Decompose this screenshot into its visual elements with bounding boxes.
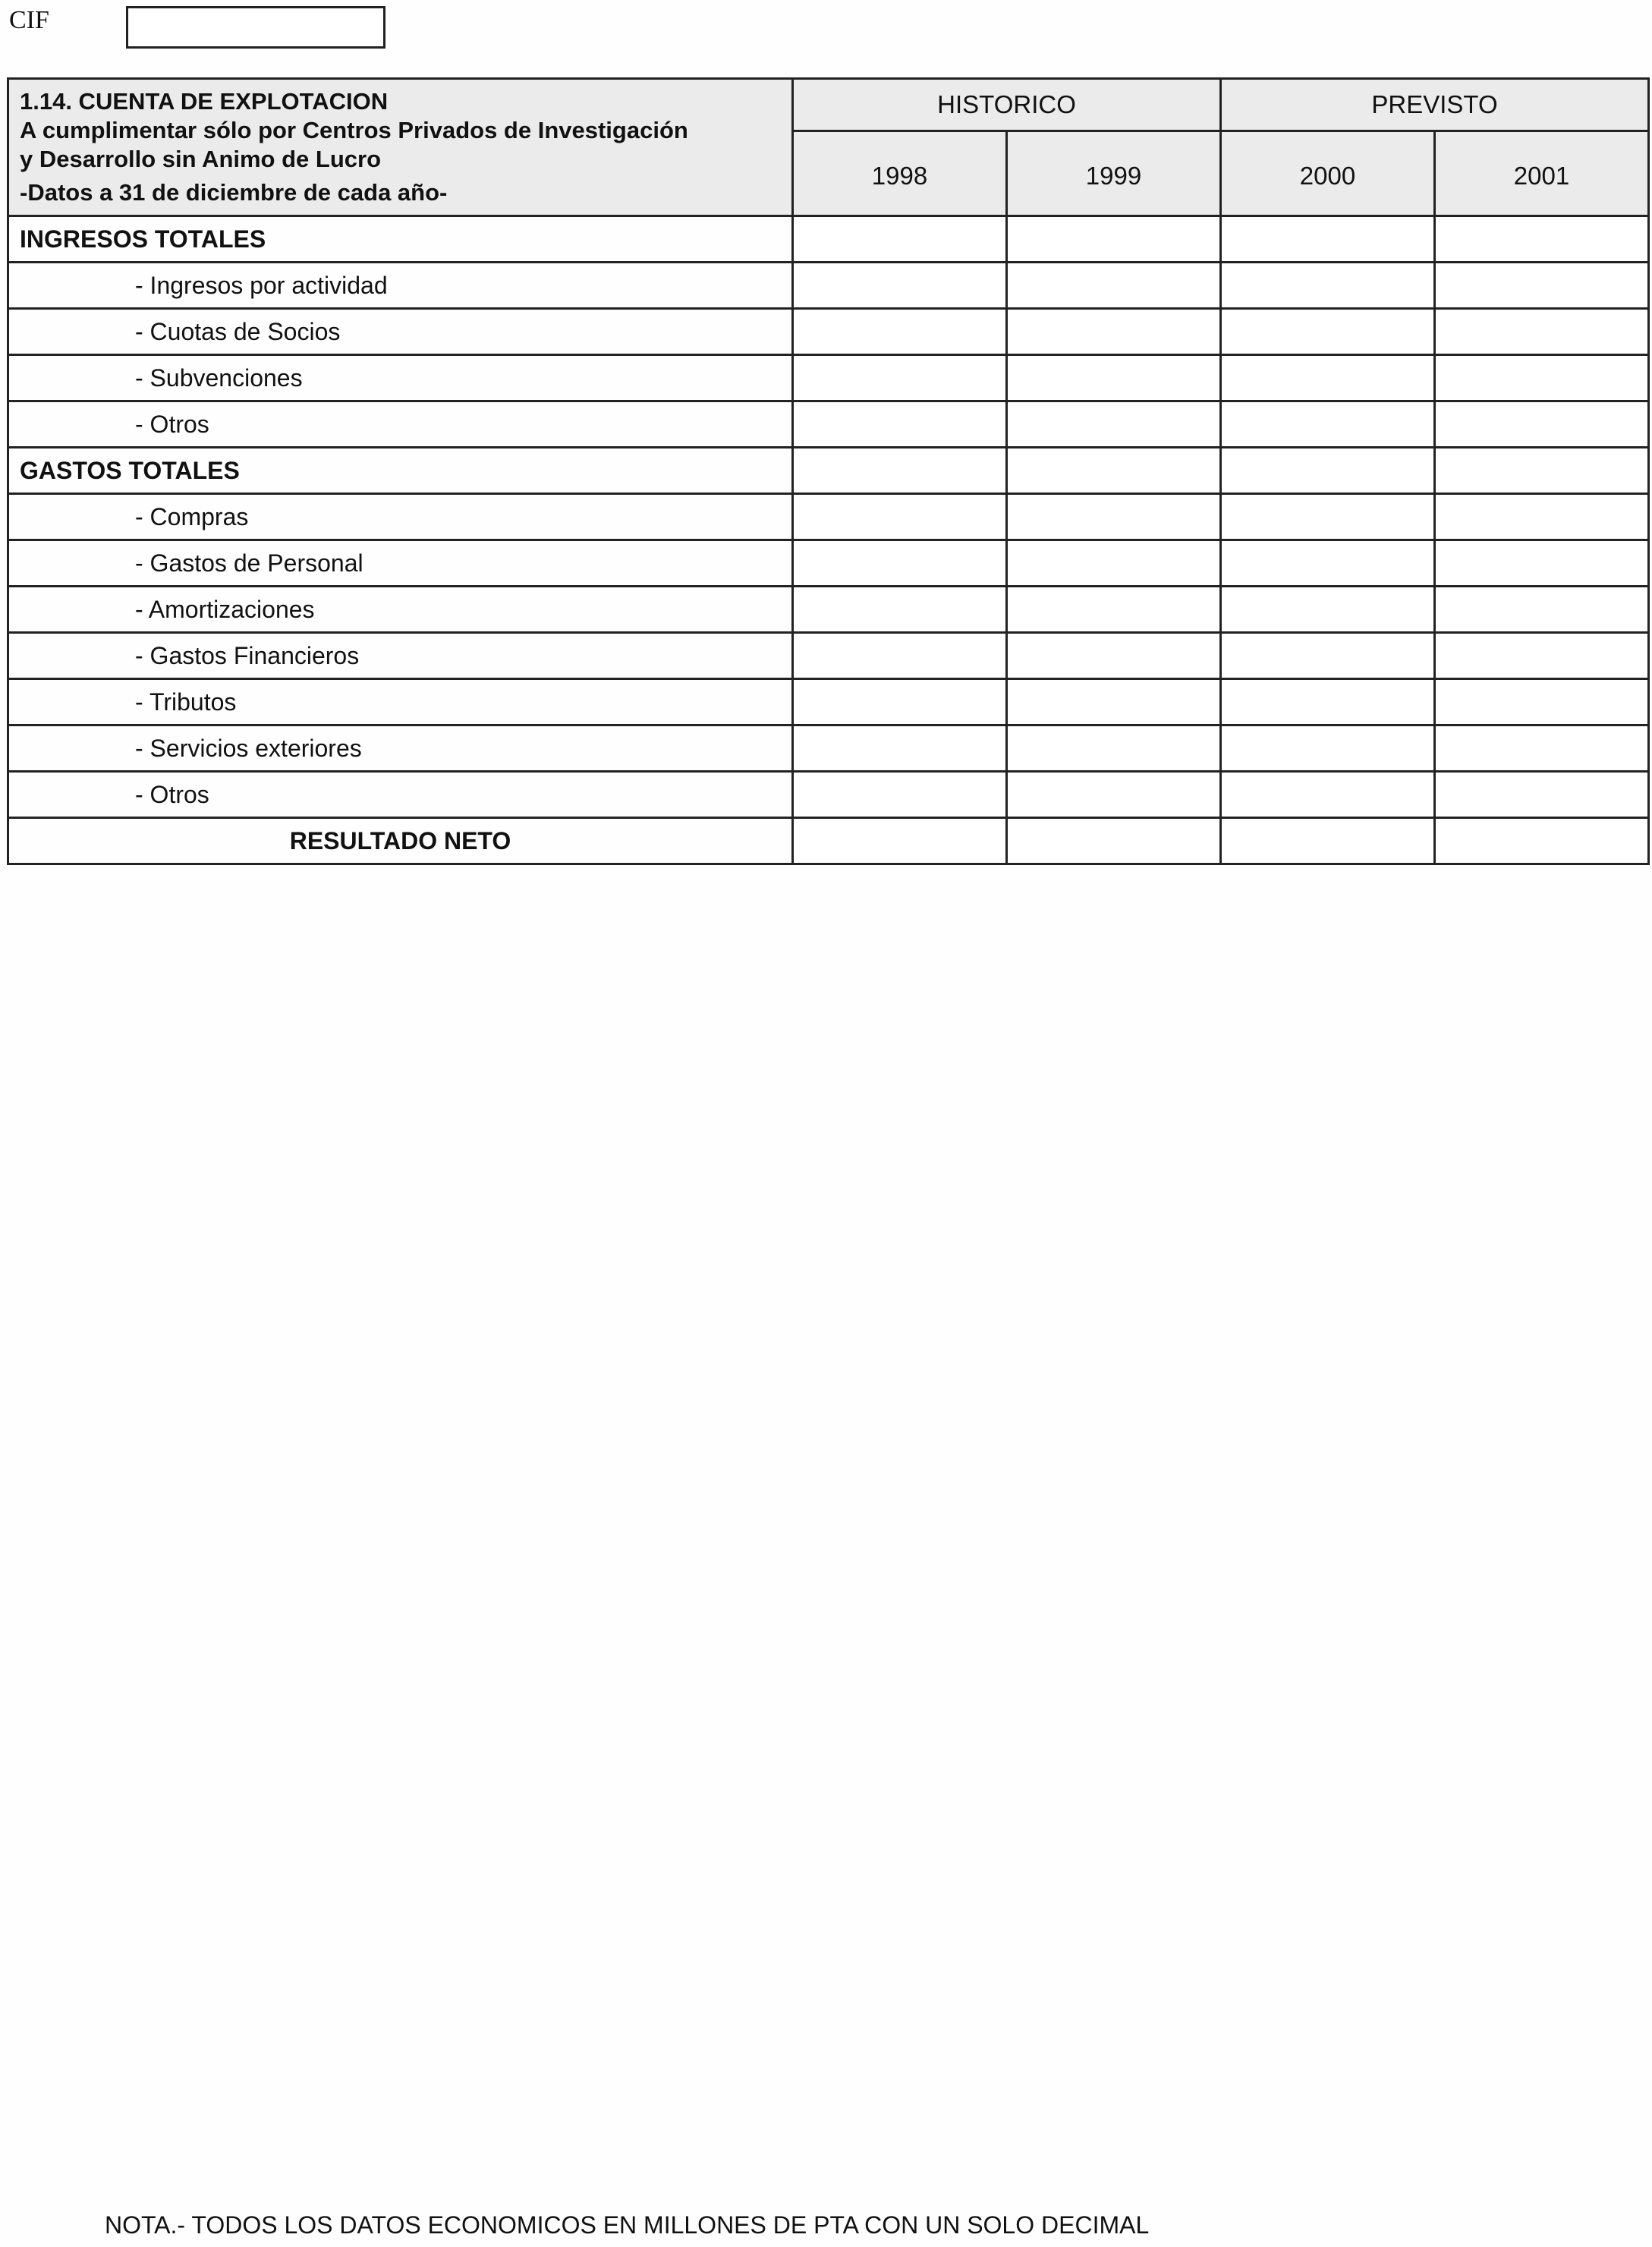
cell-1998[interactable]	[793, 818, 1007, 864]
previsto-header: PREVISTO	[1221, 79, 1649, 131]
cell-2001[interactable]	[1435, 448, 1649, 494]
section-title: 1.14. CUENTA DE EXPLOTACION	[20, 88, 389, 115]
cell-1999[interactable]	[1007, 725, 1221, 772]
cell-1999[interactable]	[1007, 355, 1221, 401]
row-ingresos-totales	[8, 216, 1649, 263]
cell-2001[interactable]	[1435, 216, 1649, 263]
cell-2000[interactable]	[1221, 818, 1435, 864]
cell-1998[interactable]	[793, 494, 1007, 540]
year-2000-header: 2000	[1221, 131, 1435, 216]
cif-label: CIF	[9, 6, 49, 34]
cell-2001[interactable]	[1435, 263, 1649, 309]
cell-2001[interactable]	[1435, 494, 1649, 540]
section-date-note: -Datos a 31 de diciembre de cada año-	[20, 179, 448, 206]
cell-2000[interactable]	[1221, 263, 1435, 309]
row-label: - Otros	[8, 772, 793, 818]
cell-2000[interactable]	[1221, 216, 1435, 263]
cell-2000[interactable]	[1221, 540, 1435, 587]
row-otros-ingresos	[8, 401, 1649, 448]
cell-2000[interactable]	[1221, 448, 1435, 494]
row-label: - Tributos	[8, 679, 793, 725]
row-label: RESULTADO NETO	[8, 818, 793, 864]
cell-1999[interactable]	[1007, 818, 1221, 864]
cell-1998[interactable]	[793, 355, 1007, 401]
row-label: - Otros	[8, 401, 793, 448]
row-label: - Compras	[8, 494, 793, 540]
cell-2001[interactable]	[1435, 587, 1649, 633]
row-resultado-neto	[8, 818, 1649, 864]
cell-2001[interactable]	[1435, 679, 1649, 725]
row-label: - Servicios exteriores	[8, 725, 793, 772]
cell-1998[interactable]	[793, 679, 1007, 725]
cell-2001[interactable]	[1435, 633, 1649, 679]
cell-1999[interactable]	[1007, 216, 1221, 263]
cif-input-box[interactable]	[126, 6, 385, 49]
cell-1999[interactable]	[1007, 309, 1221, 355]
historico-header: HISTORICO	[793, 79, 1221, 131]
row-gastos-personal	[8, 540, 1649, 587]
row-label: - Subvenciones	[8, 355, 793, 401]
cell-2000[interactable]	[1221, 587, 1435, 633]
row-servicios-exteriores	[8, 725, 1649, 772]
cuenta-explotacion-table	[7, 77, 1650, 865]
cell-1998[interactable]	[793, 725, 1007, 772]
row-gastos-financieros	[8, 633, 1649, 679]
cell-1999[interactable]	[1007, 263, 1221, 309]
cell-1998[interactable]	[793, 633, 1007, 679]
row-label: - Gastos de Personal	[8, 540, 793, 587]
cell-1999[interactable]	[1007, 587, 1221, 633]
cell-1999[interactable]	[1007, 772, 1221, 818]
row-compras	[8, 494, 1649, 540]
cell-2000[interactable]	[1221, 401, 1435, 448]
year-1998-header: 1998	[793, 131, 1007, 216]
cell-2000[interactable]	[1221, 725, 1435, 772]
cell-2001[interactable]	[1435, 401, 1649, 448]
cell-2000[interactable]	[1221, 355, 1435, 401]
cell-1998[interactable]	[793, 309, 1007, 355]
cell-1998[interactable]	[793, 216, 1007, 263]
cell-1998[interactable]	[793, 263, 1007, 309]
section-scope: A cumplimentar sólo por Centros Privados de Investigación	[20, 117, 688, 143]
cell-2001[interactable]	[1435, 818, 1649, 864]
cell-1998[interactable]	[793, 401, 1007, 448]
row-label: - Amortizaciones	[8, 587, 793, 633]
row-subvenciones	[8, 355, 1649, 401]
year-1999-header: 1999	[1007, 131, 1221, 216]
cell-1998[interactable]	[793, 587, 1007, 633]
cell-1998[interactable]	[793, 540, 1007, 587]
footer-note: NOTA.- TODOS LOS DATOS ECONOMICOS EN MILLONES DE PTA CON UN SOLO DECIMAL	[105, 2211, 1150, 2239]
cell-1999[interactable]	[1007, 633, 1221, 679]
row-label: - Gastos Financieros	[8, 633, 793, 679]
row-cuotas-socios	[8, 309, 1649, 355]
cell-1998[interactable]	[793, 772, 1007, 818]
year-2001-header: 2001	[1435, 131, 1649, 216]
row-label: GASTOS TOTALES	[8, 448, 793, 494]
row-amortizaciones	[8, 587, 1649, 633]
cell-2001[interactable]	[1435, 725, 1649, 772]
cell-2000[interactable]	[1221, 494, 1435, 540]
cell-2001[interactable]	[1435, 355, 1649, 401]
cell-1999[interactable]	[1007, 448, 1221, 494]
cell-1999[interactable]	[1007, 679, 1221, 725]
row-gastos-totales	[8, 448, 1649, 494]
row-otros-gastos	[8, 772, 1649, 818]
row-tributos	[8, 679, 1649, 725]
cell-2000[interactable]	[1221, 633, 1435, 679]
row-label: INGRESOS TOTALES	[8, 216, 793, 263]
section-title-cell	[8, 79, 793, 216]
cell-1999[interactable]	[1007, 494, 1221, 540]
cell-2001[interactable]	[1435, 540, 1649, 587]
cell-2000[interactable]	[1221, 309, 1435, 355]
row-label: - Cuotas de Socios	[8, 309, 793, 355]
cell-2000[interactable]	[1221, 772, 1435, 818]
cell-1998[interactable]	[793, 448, 1007, 494]
row-ingresos-actividad	[8, 263, 1649, 309]
section-scope-cont: y Desarrollo sin Animo de Lucro	[20, 146, 382, 172]
cell-2001[interactable]	[1435, 772, 1649, 818]
cell-2000[interactable]	[1221, 679, 1435, 725]
cell-1999[interactable]	[1007, 401, 1221, 448]
row-label: - Ingresos por actividad	[8, 263, 793, 309]
cell-1999[interactable]	[1007, 540, 1221, 587]
cell-2001[interactable]	[1435, 309, 1649, 355]
